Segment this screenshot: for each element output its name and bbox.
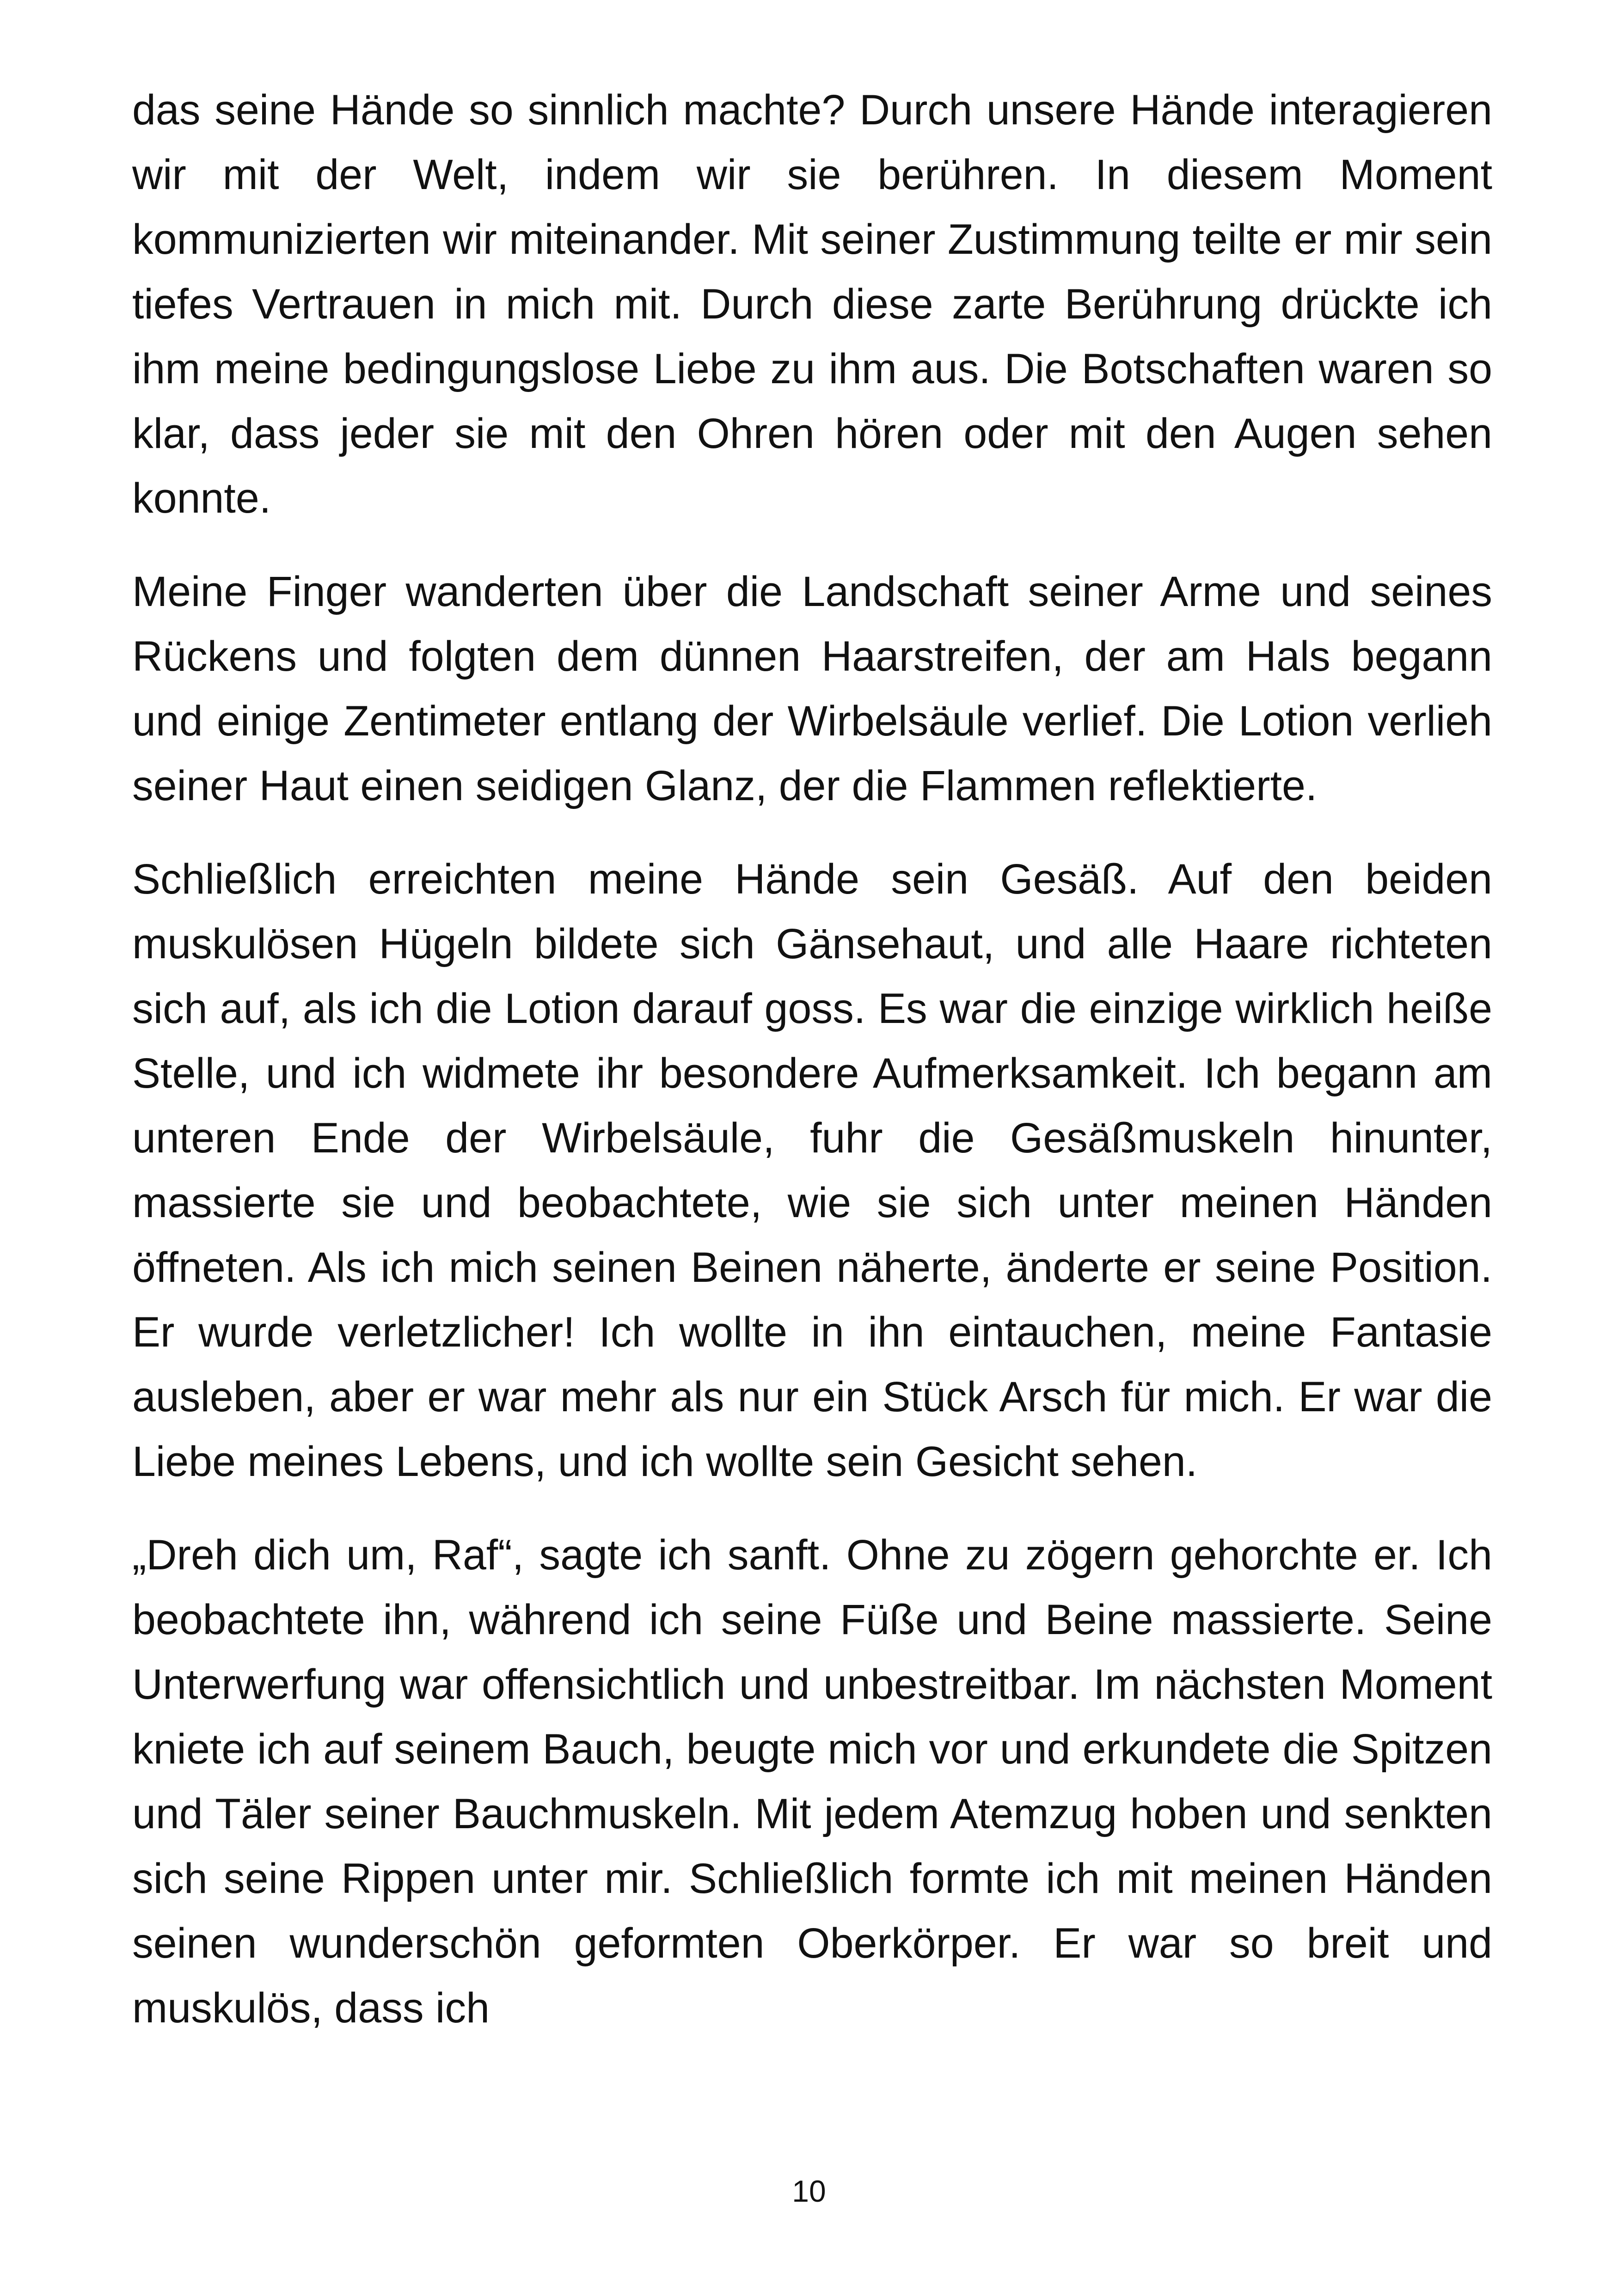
paragraph-2: Meine Finger wanderten über die Landschaft seiner Arme und seines Rückens und folgten dem dünnen Haarstreifen, der am Hals begann und einige Zentimeter entlang der Wirbelsäule verlief. Die Lotion verlieh seiner Haut einen seidigen Glanz, der die Flammen reflektierte. — [132, 568, 1492, 809]
paragraph-4: „Dreh dich um, Raf“, sagte ich sanft. Ohne zu zögern gehorchte er. Ich beobachtete ihn, während ich seine Füße und Beine massierte. Seine Unterwerfung war offensichtlich und unbestreitbar. Im nächsten Moment kniete ich auf seinem Bauch, beugte mich vor und erkundete die Spitzen und Täler seiner Bauchmuskeln. Mit jedem Atemzug hoben und senkten sich seine Rippen unter mir. Schließlich formte ich mit meinen Händen seinen wunderschön geformten Oberkörper. Er war so breit und muskulös, dass ich — [132, 1531, 1492, 2032]
page-number: 10 — [792, 2174, 826, 2208]
page-body — [132, 78, 1492, 2040]
paragraph-3: Schließlich erreichten meine Hände sein Gesäß. Auf den beiden muskulösen Hügeln bildete sich Gänsehaut, und alle Haare richteten sich auf, als ich die Lotion darauf goss. Es war die einzige wirklich heiße Stelle, und ich widmete ihr besondere Aufmerksamkeit. Ich begann am unteren Ende der Wirbelsäule, fuhr die Gesäßmuskeln hinunter, massierte sie und beobachtete, wie sie sich unter meinen Händen öffneten. Als ich mich seinen Beinen näherte, änderte er seine Position. Er wurde verletzlicher! Ich wollte in ihn eintauchen, meine Fantasie ausleben, aber er war mehr als nur ein Stück Arsch für mich. Er war die Liebe meines Lebens, und ich wollte sein Gesicht sehen. — [132, 856, 1492, 1485]
paragraph-1: das seine Hände so sinnlich machte? Durch unsere Hände interagieren wir mit der Welt, indem wir sie berühren. In diesem Moment kommunizierten wir miteinander. Mit seiner Zustimmung teilte er mir sein tiefes Vertrauen in mich mit. Durch diese zarte Berührung drückte ich ihm meine bedingungslose Liebe zu ihm aus. Die Botschaften waren so klar, dass jeder sie mit den Ohren hören oder mit den Augen sehen konnte. — [132, 86, 1492, 522]
